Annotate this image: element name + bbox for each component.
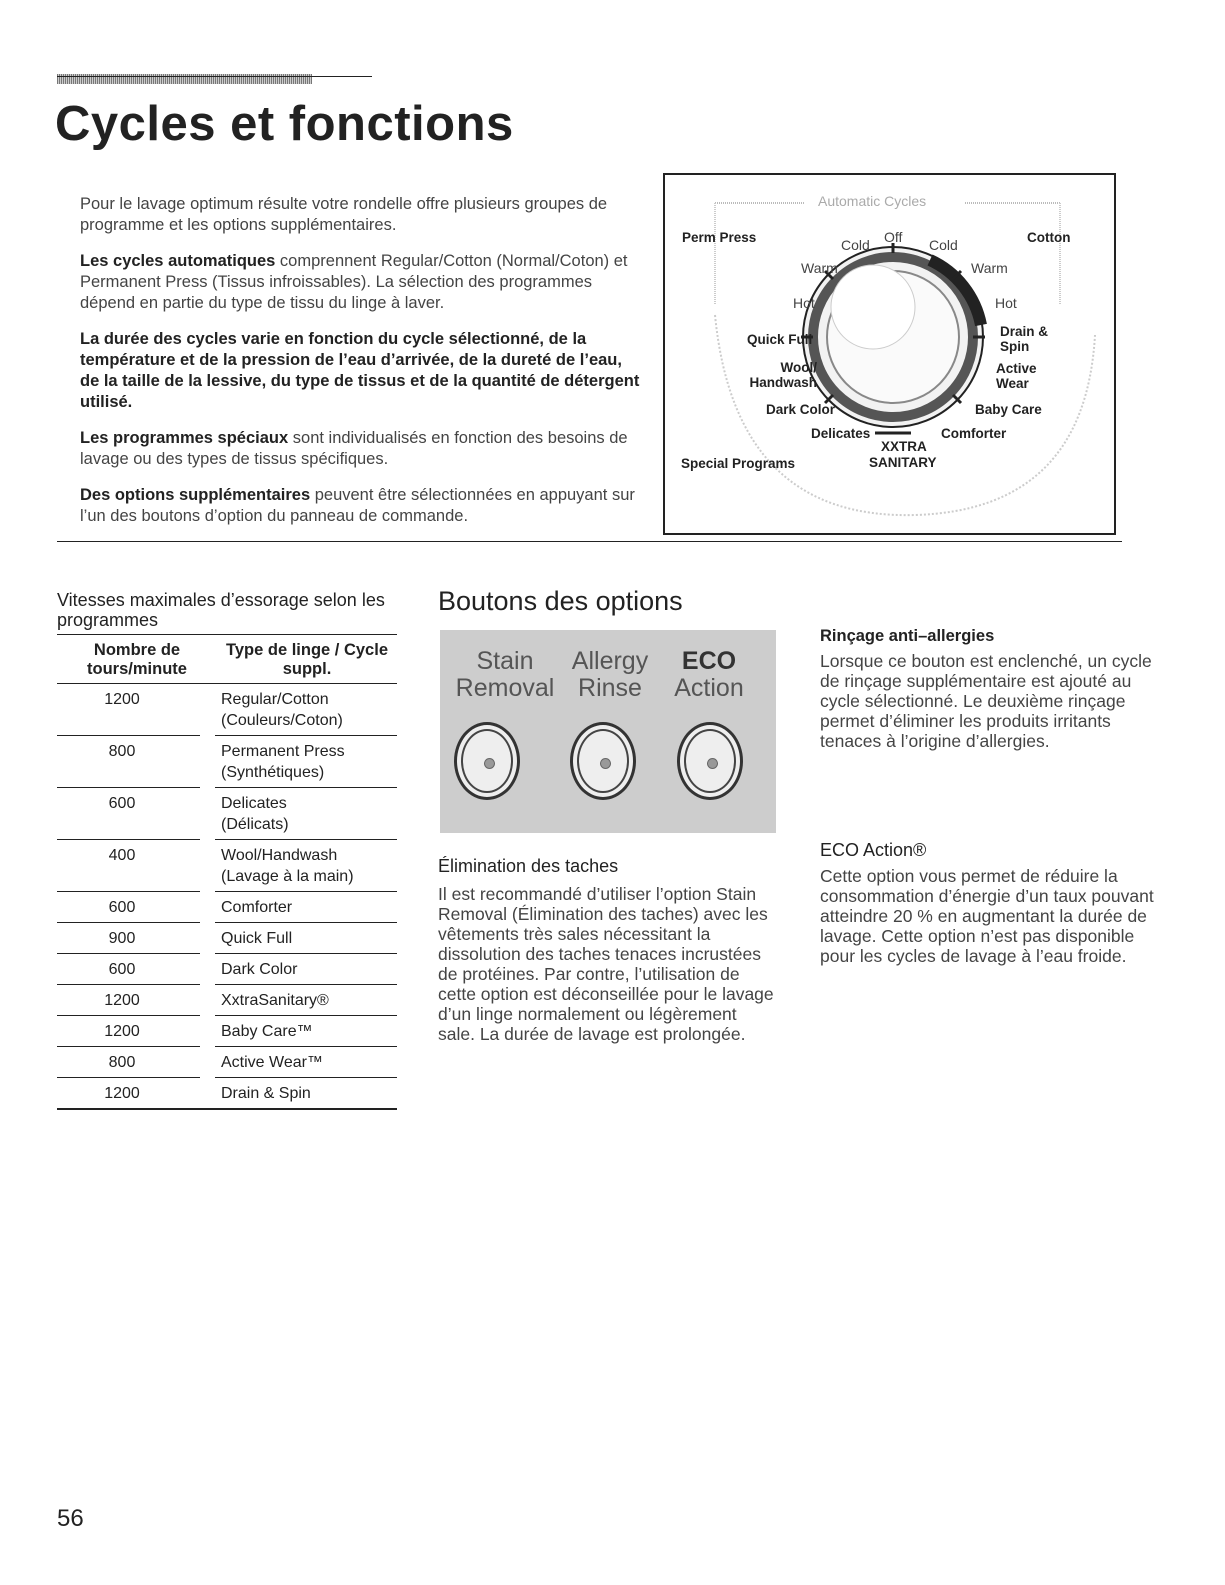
dial-dark-color: Dark Color [766,402,836,417]
eco-action-button[interactable] [677,722,743,800]
dial-quick-full: Quick Full [747,332,813,347]
rpm-cell: 600 [108,961,136,978]
dial-perm-press: Perm Press [682,230,757,245]
type-cell [187,990,397,1011]
speeds-table [57,641,397,1110]
table-row [57,736,397,787]
type-cell-line1: Regular/Cotton [221,691,329,708]
options-title: Boutons des options [438,586,683,616]
table-header [57,641,397,684]
type-cell-line1: XxtraSanitary® [221,992,329,1009]
type-cell [187,845,397,887]
dial-special-programs: Special Programs [681,456,796,471]
dial-warm-left: Warm [801,260,838,276]
table-row [57,923,397,953]
table-row [57,1078,397,1108]
stain-removal-button[interactable] [454,722,520,800]
header-rule [57,76,372,77]
table-row [57,684,397,735]
rpm-cell: 1200 [104,1085,140,1102]
table-row [57,840,397,891]
type-cell-line1: Drain & Spin [221,1085,311,1102]
dial-sanitary: SANITARY [869,455,937,470]
cycle-dial-illustration [663,173,1116,535]
dial-hot-right: Hot [995,295,1017,311]
table-row [57,788,397,839]
dial-baby-care: Baby Care [975,402,1042,417]
type-cell-line1: Permanent Press [221,743,345,760]
type-cell-line1: Quick Full [221,930,293,947]
speeds-title: Vitesses maximales d’essorage selon les programmes [57,590,385,630]
table-row [57,985,397,1015]
allergy-label-line2: Rinse [578,674,642,702]
intro-text [80,194,640,542]
stain-removal-label [450,648,560,702]
dial-comforter: Comforter [941,426,1007,441]
dial-cold-right: Cold [929,237,958,253]
rinse-section-title: Rinçage anti–allergies [820,627,995,645]
type-cell-line1: Active Wear™ [221,1054,323,1071]
dial-xxtra: XXTRA [881,439,927,454]
type-cell-line1: Baby Care™ [221,1023,313,1040]
allergy-label-line1: Allergy [571,647,649,675]
type-cell [187,1083,397,1104]
dial-wool-handwash: Wool/ Handwash [749,360,817,390]
type-cell-line2: (Délicats) [221,816,289,833]
col-rpm-header: Nombre de tours/minute [87,641,187,678]
rpm-cell: 900 [108,930,136,947]
rpm-cell: 600 [108,795,136,812]
rpm-cell: 1200 [104,1023,140,1040]
intro-p5-rest: peuvent être sélectionnées en appuyant sur l’un des boutons d’option du panneau de commande. [80,486,635,525]
dial-hot-left: Hot [793,295,815,311]
rinse-section-text: Lorsque ce bouton est enclenché, un cycle de rinçage supplémentaire est ajouté au cycle sélectionné. Le deuxième rinçage permet d’éliminer les produits irritants tenaces à l’origine d’allergies. [820,651,1152,751]
type-cell-line2: (Lavage à la main) [221,868,354,885]
dial-cotton: Cotton [1027,230,1071,245]
eco-section-title: ECO Action® [820,840,927,860]
type-cell-line2: (Synthétiques) [221,764,325,781]
intro-p4-rest: sont individualisés en fonction des besoins de lavage ou des types de tissus spécifiques. [80,429,628,468]
intro-p5-bold: Des options supplémentaires [80,486,311,504]
rpm-cell: 1200 [104,691,140,708]
page-title: Cycles et fonctions [55,97,514,151]
intro-p4-bold: Les programmes spéciaux [80,429,289,447]
rpm-cell: 800 [108,1054,136,1071]
type-cell [187,793,397,835]
table-row [57,1016,397,1046]
table-row [57,892,397,922]
rpm-cell: 600 [108,899,136,916]
type-cell [187,689,397,731]
eco-label-line1: ECO [681,647,737,675]
rpm-cell: 1200 [104,992,140,1009]
stain-section-text: Il est recommandé d’utiliser l’option Stain Removal (Élimination des taches) avec les vêtements très sales nécessitant la dissolution des taches tenaces incrustées de protéines. Par contre, l’utilisation de cette option est déconseillée pour le lavage d’un linge normalement ou légèrement sale. La durée de lavage est prolongée. [438,884,774,1044]
type-cell [187,741,397,783]
type-cell-line2: (Couleurs/Coton) [221,712,343,729]
type-cell-line1: Wool/Handwash [221,847,338,864]
table-body [57,684,397,1110]
eco-label-line2: Action [674,674,744,702]
eco-section-text: Cette option vous permet de réduire la consommation d’énergie d’un taux pouvant atteindre 20 % en augmentant la durée de lavage. Cette option n’est pas disponible pour les cycles de lavage à l’eau froide. [820,866,1154,966]
rpm-cell: 800 [108,743,136,760]
row-divider [57,1108,397,1110]
dial-active-wear: Active Wear [996,361,1037,391]
dial-drain-spin: Drain & Spin [1000,324,1049,354]
stain-label-line2: Removal [455,674,555,702]
stain-label-line1: Stain [476,647,534,675]
intro-p2 [80,251,640,314]
allergy-rinse-button[interactable] [570,722,636,800]
table-row [57,1047,397,1077]
intro-p3: La durée des cycles varie en fonction du cycle sélectionné, de la température et de la pression de l’eau d’arrivée, de la dureté de l’eau, de la taille de la lessive, du type de tissus et de la quantité de détergent utilisé. [80,330,640,411]
rpm-cell: 400 [108,847,136,864]
dial-delicates: Delicates [811,426,871,441]
type-cell-line1: Delicates [221,795,287,812]
type-cell [187,959,397,980]
intro-p4 [80,428,640,470]
intro-p2-rest: comprennent Regular/Cotton (Normal/Coton) et Permanent Press (Tissus infroissables). La sélection des programmes dépend en partie du type de tissu du linge à laver. [80,252,628,312]
section-divider [57,541,1122,542]
table-row [57,954,397,984]
eco-action-label [670,648,748,702]
dial-warm-right: Warm [971,260,1008,276]
type-cell [187,1021,397,1042]
intro-p2-bold: Les cycles automatiques [80,252,276,270]
col-type-header: Type de linge / Cycle suppl. [226,641,388,678]
type-cell-line1: Comforter [221,899,293,916]
options-panel-illustration [440,630,776,833]
dial-automatic-label: Automatic Cycles [818,193,927,209]
stain-section-title: Élimination des taches [438,856,619,876]
dial-cold-left: Cold [841,237,870,253]
type-cell [187,897,397,918]
allergy-rinse-label [565,648,655,702]
page-number: 56 [57,1505,84,1532]
type-cell [187,1052,397,1073]
intro-p5 [80,485,640,527]
intro-p1: Pour le lavage optimum résulte votre rondelle offre plusieurs groupes de programme et les options supplémentaires. [80,195,608,234]
type-cell [187,928,397,949]
speeds-title-rule [57,634,397,635]
type-cell-line1: Dark Color [221,961,298,978]
dial-off: Off [884,229,903,245]
